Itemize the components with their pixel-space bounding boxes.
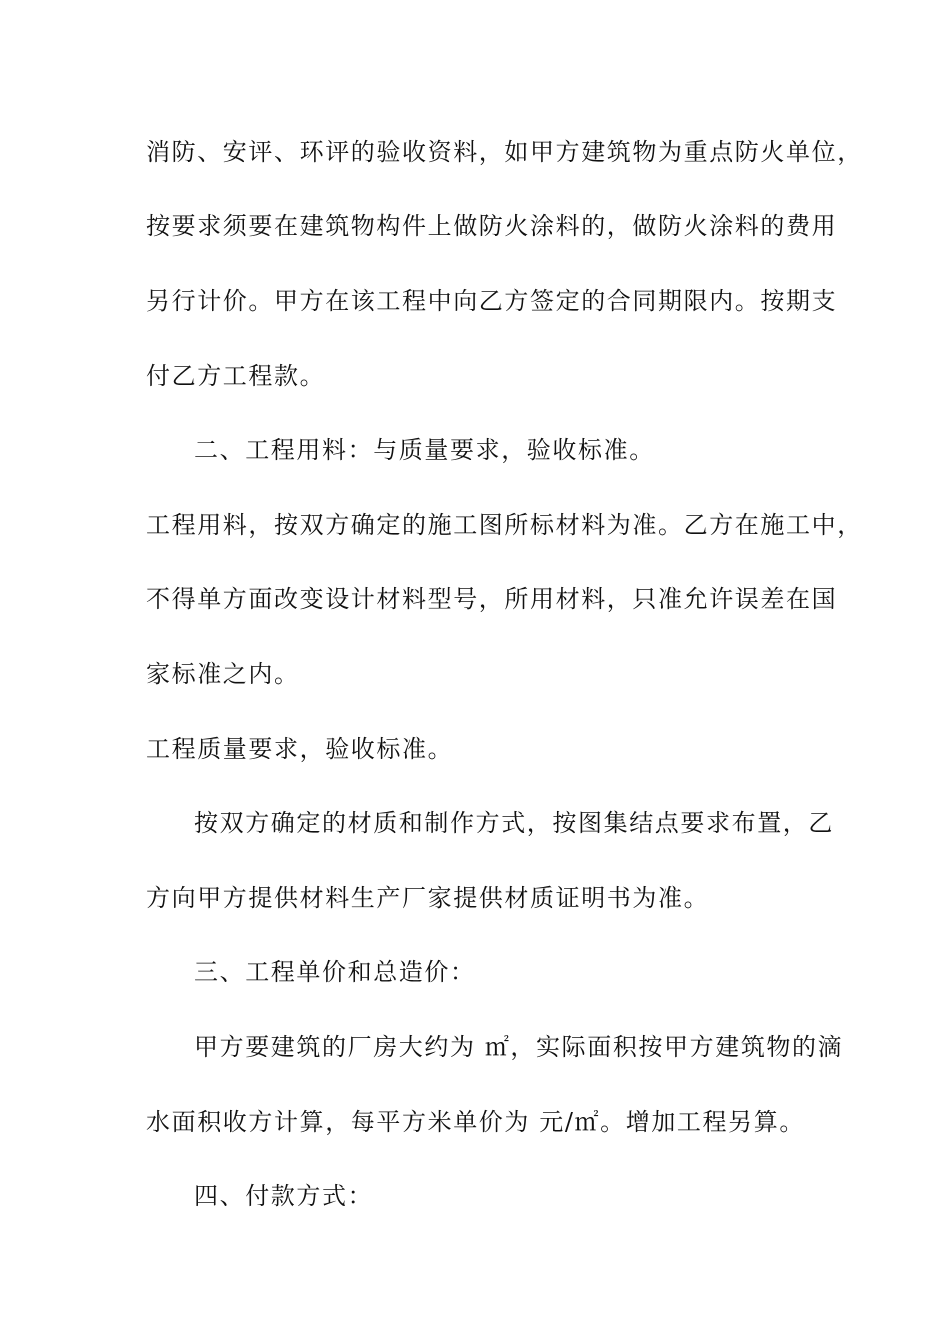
text-line: 工程用料，按双方确定的施工图所标材料为准。乙方在施工中，: [146, 511, 863, 539]
text-line: 付乙方工程款。: [146, 362, 326, 390]
section-heading: 三、工程单价和总造价：: [194, 958, 476, 986]
text-line: 消防、安评、环评的验收资料，如甲方建筑物为重点防火单位，: [146, 138, 863, 166]
text-line: 家标准之内。: [146, 660, 300, 688]
text-line: 甲方要建筑的厂房大约为 ㎡，实际面积按甲方建筑物的滴: [194, 1033, 844, 1061]
text-line: 另行计价。甲方在该工程中向乙方签定的合同期限内。按期支: [146, 287, 838, 315]
text-line: 不得单方面改变设计材料型号，所用材料，只准允许误差在国: [146, 585, 838, 613]
text-line: 工程质量要求，验收标准。: [146, 735, 454, 763]
text-line: 方向甲方提供材料生产厂家提供材质证明书为准。: [146, 884, 710, 912]
text-line: 按要求须要在建筑物构件上做防火涂料的，做防火涂料的费用: [146, 212, 838, 240]
section-heading: 二、工程用料：与质量要求，验收标准。: [194, 436, 655, 464]
text-line: 按双方确定的材质和制作方式，按图集结点要求布置，乙: [194, 809, 834, 837]
section-heading: 四、付款方式：: [194, 1182, 374, 1210]
text-line: 水面积收方计算，每平方米单价为 元/㎡。增加工程另算。: [146, 1108, 805, 1136]
